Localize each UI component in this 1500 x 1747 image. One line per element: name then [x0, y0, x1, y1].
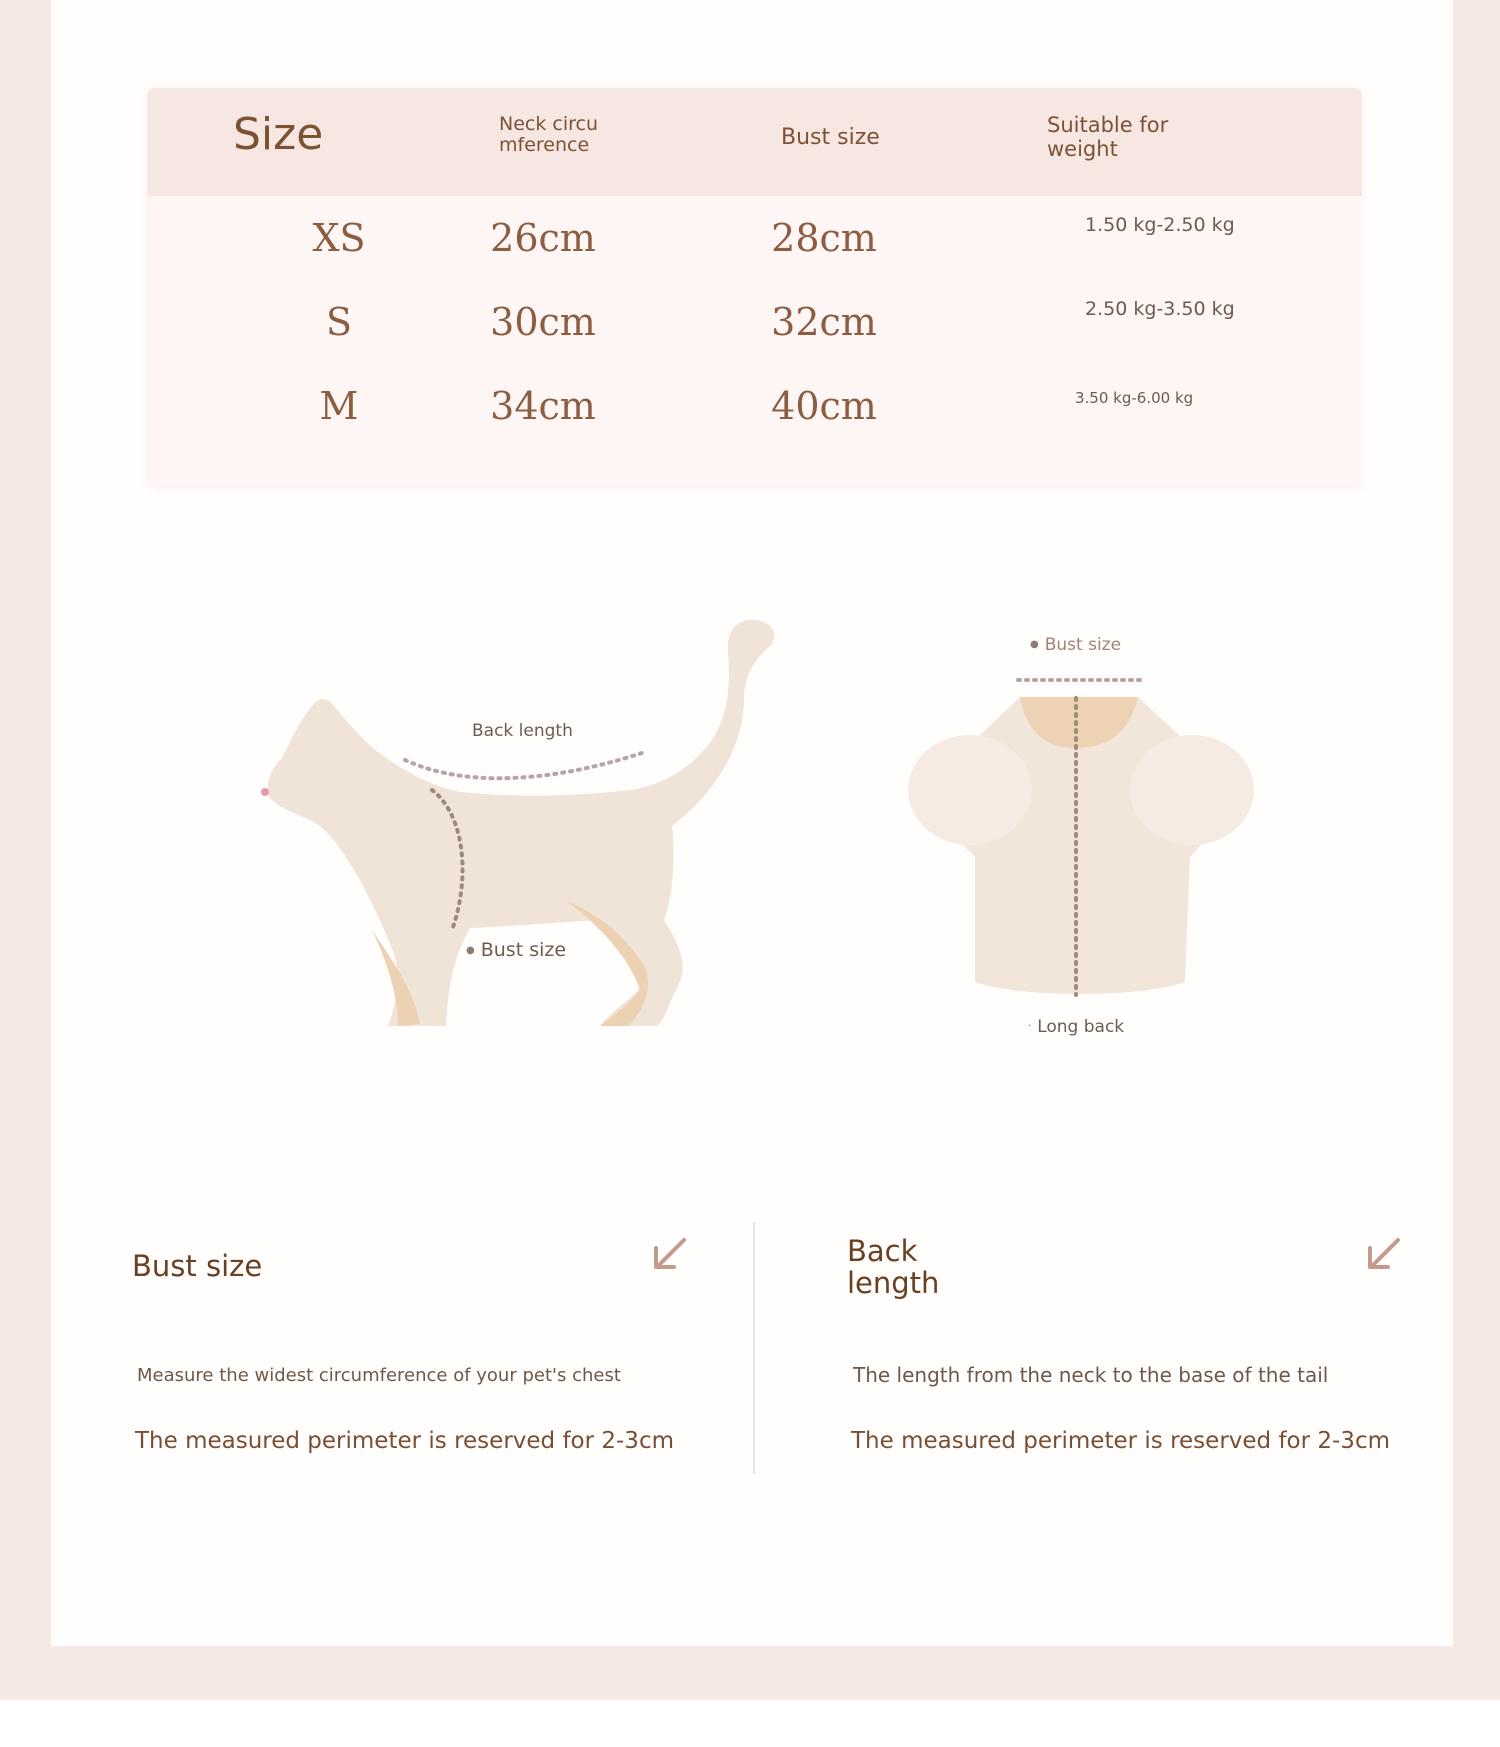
arrow-down-left-icon	[1364, 1236, 1404, 1272]
cell-weight: 1.50 kg-2.50 kg	[1085, 214, 1235, 236]
bust-size-note: The measured perimeter is reserved for 2-3cm	[135, 1428, 674, 1454]
bullet-icon: ·	[1028, 1021, 1032, 1033]
cat-back-length-label: Back length	[472, 721, 573, 741]
back-length-line	[405, 752, 645, 778]
bullet-icon: ●	[466, 944, 475, 956]
shirt-sleeve-shade	[908, 735, 1032, 845]
arrow-down-left-icon	[650, 1236, 690, 1272]
cell-weight: 3.50 kg-6.00 kg	[1075, 389, 1194, 407]
back-length-title: Back length	[847, 1234, 940, 1301]
cat-bust-size-text: Bust size	[480, 939, 567, 961]
cat-bust-size-label	[466, 940, 566, 962]
cell-bust: 40cm	[771, 384, 877, 428]
shirt-long-back-text: Long back	[1037, 1017, 1125, 1037]
cat-nose	[261, 788, 269, 796]
cell-size: S	[325, 300, 353, 344]
back-length-description: The length from the neck to the base of the tail	[853, 1363, 1329, 1387]
bust-size-description: Measure the widest circumference of your pet's chest	[137, 1365, 621, 1386]
cell-bust: 28cm	[771, 216, 877, 260]
shirt-long-back-label	[1028, 1018, 1124, 1038]
header-neck-circumference: Neck circu mference	[499, 113, 598, 157]
cell-neck: 30cm	[490, 300, 596, 344]
header-suitable-weight: Suitable for weight	[1047, 113, 1169, 161]
cell-bust: 32cm	[771, 300, 877, 344]
shirt-sleeve-shade	[1130, 735, 1254, 845]
cell-weight: 2.50 kg-3.50 kg	[1085, 298, 1235, 320]
header-bust-size: Bust size	[781, 125, 880, 150]
section-divider	[753, 1222, 755, 1474]
cell-size: XS	[312, 216, 366, 260]
bust-size-title: Bust size	[132, 1249, 263, 1283]
cell-neck: 34cm	[490, 384, 596, 428]
header-size: Size	[233, 109, 324, 160]
shirt-bust-size-text: Bust size	[1044, 635, 1122, 655]
cell-neck: 26cm	[490, 216, 596, 260]
back-length-note: The measured perimeter is reserved for 2-3cm	[851, 1428, 1390, 1454]
shirt-bust-size-label	[1030, 636, 1121, 656]
bullet-icon: ●	[1030, 639, 1039, 651]
cat-silhouette	[268, 620, 774, 1026]
cell-size: M	[319, 384, 359, 428]
